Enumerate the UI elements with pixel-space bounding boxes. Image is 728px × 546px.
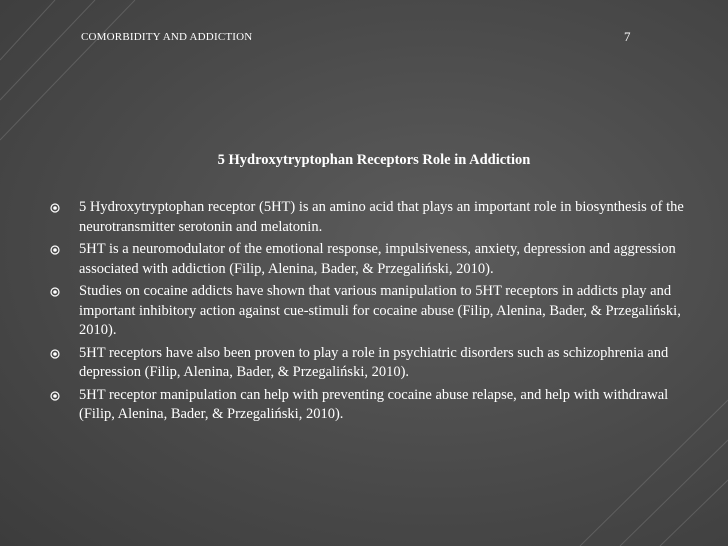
circled-dot-icon: [50, 245, 60, 255]
bullet-item: [50, 386, 690, 425]
bullet-text: 5HT is a neuromodulator of the emotional response, impulsiveness, anxiety, depression and aggression associated with addiction (Filip, Alenina, Bader, & Przegaliński, 2010).: [79, 241, 676, 277]
bullet-text: 5HT receptors have also been proven to play a role in psychiatric disorders such as schizophrenia and depression (Filip, Alenina, Bader, & Przegaliński, 2010).: [79, 344, 669, 380]
bullet-item: [50, 344, 690, 383]
slide-heading: 5 Hydroxytryptophan Receptors Role in Addiction: [217, 152, 531, 168]
circled-dot-icon: [50, 287, 60, 297]
circled-dot-icon: [50, 349, 60, 359]
bullet-item: [50, 198, 690, 237]
bullet-text: Studies on cocaine addicts have shown that various manipulation to 5HT receptors in addicts play and important inhibitory action against cue-stimuli for cocaine abuse (Filip, Alenina, Bader, & Przegaliński, 2010).: [79, 283, 681, 338]
circled-dot-icon: [50, 391, 60, 401]
circled-dot-icon: [50, 203, 60, 213]
bullet-item: [50, 240, 690, 279]
bullet-list: [50, 198, 690, 428]
bullet-item: [50, 282, 690, 341]
header-title: COMORBIDITY AND ADDICTION: [81, 31, 253, 43]
bullet-text: 5 Hydroxytryptophan receptor (5HT) is an amino acid that plays an important role in biosynthesis of the neurotransmitter serotonin and melatonin.: [79, 199, 684, 235]
bullet-text: 5HT receptor manipulation can help with preventing cocaine abuse relapse, and help with withdrawal (Filip, Alenina, Bader, & Przegaliński, 2010).: [79, 386, 669, 422]
page-number: 7: [624, 29, 631, 44]
